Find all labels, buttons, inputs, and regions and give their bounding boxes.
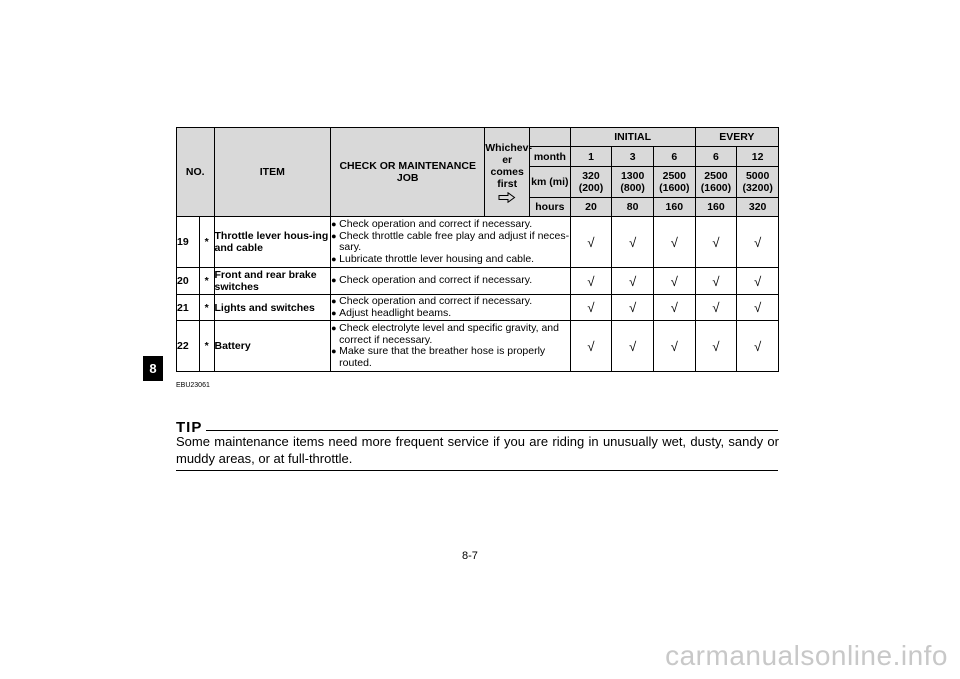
row-job [331, 321, 571, 372]
table-row [177, 321, 779, 372]
tip-rule-bottom [176, 470, 778, 471]
header-unit: hours [530, 198, 571, 217]
row-no: 19 [177, 217, 200, 268]
check-mark: √ [570, 217, 612, 268]
bullet-icon: ● [331, 307, 337, 318]
bullet-icon: ● [331, 296, 337, 306]
row-job [331, 295, 571, 321]
row-star: * [199, 295, 214, 321]
bullet-icon: ● [331, 219, 337, 229]
row-star: * [199, 217, 214, 268]
check-mark: √ [737, 217, 779, 268]
document-code: EBU23061 [176, 382, 210, 389]
check-mark: √ [695, 268, 737, 295]
check-mark: √ [737, 268, 779, 295]
check-mark: √ [612, 268, 654, 295]
tip-title: TIP [176, 419, 203, 436]
row-item: Front and rear brake switches [214, 268, 331, 295]
header-unit-blank [530, 128, 571, 147]
header-value: 12 [737, 147, 779, 167]
row-no: 20 [177, 268, 200, 295]
header-no: NO. [177, 128, 215, 217]
header-value: 3 [612, 147, 654, 167]
row-item: Battery [214, 321, 331, 372]
header-value: 1300 (800) [612, 167, 654, 198]
watermark: carmanualsonline.info [665, 640, 948, 671]
check-mark: √ [737, 295, 779, 321]
arrow-right-outline-icon [498, 192, 516, 203]
check-mark: √ [570, 295, 612, 321]
bullet-icon: ● [331, 230, 337, 241]
check-mark: √ [612, 295, 654, 321]
check-mark: √ [695, 295, 737, 321]
maintenance-table [176, 127, 779, 372]
header-value: 5000 (3200) [737, 167, 779, 198]
header-value: 6 [695, 147, 737, 167]
bullet-icon: ● [331, 323, 337, 333]
table-row [177, 268, 779, 295]
header-value: 320 (200) [570, 167, 612, 198]
header-initial: INITIAL [570, 128, 695, 147]
check-mark: √ [653, 217, 695, 268]
header-unit: month [530, 147, 571, 167]
check-mark: √ [653, 321, 695, 372]
row-job [331, 268, 571, 295]
row-star: * [199, 268, 214, 295]
header-value: 2500 (1600) [653, 167, 695, 198]
header-value: 2500 (1600) [695, 167, 737, 198]
header-value: 320 [737, 198, 779, 217]
row-star: * [199, 321, 214, 372]
header-value: 20 [570, 198, 612, 217]
header-value: 160 [695, 198, 737, 217]
header-value: 1 [570, 147, 612, 167]
row-item: Throttle lever hous-ing and cable [214, 217, 331, 268]
check-mark: √ [653, 268, 695, 295]
header-whichever-label: Whichev-er comes first [485, 141, 532, 190]
job-line: Adjust headlight beams. [339, 306, 452, 319]
header-job: CHECK OR MAINTENANCE JOB [331, 128, 485, 217]
job-line: Check throttle cable free play and adjust if neces-sary. [339, 229, 570, 253]
check-mark: √ [737, 321, 779, 372]
header-item: ITEM [214, 128, 331, 217]
row-no: 21 [177, 295, 200, 321]
check-mark: √ [653, 295, 695, 321]
check-mark: √ [695, 217, 737, 268]
job-line: Check electrolyte level and specific gravity, and correct if necessary. [339, 322, 559, 346]
check-mark: √ [612, 321, 654, 372]
job-line: Check operation and correct if necessary. [339, 274, 533, 287]
table-row [177, 217, 779, 268]
tip-text: Some maintenance items need more frequent service if you are riding in unusually wet, dusty, sandy or muddy areas, or at full-throttle. [176, 434, 779, 466]
page-number: 8-7 [462, 550, 478, 562]
check-mark: √ [612, 217, 654, 268]
row-item: Lights and switches [214, 295, 331, 321]
row-no: 22 [177, 321, 200, 372]
bullet-icon: ● [331, 346, 337, 356]
header-value: 160 [653, 198, 695, 217]
job-line: Check operation and correct if necessary. [339, 218, 533, 230]
bullet-icon: ● [331, 275, 337, 286]
check-mark: √ [570, 321, 612, 372]
check-mark: √ [695, 321, 737, 372]
header-value: 80 [612, 198, 654, 217]
check-mark: √ [570, 268, 612, 295]
header-whichever [485, 128, 530, 217]
job-line: Make sure that the breather hose is properly routed. [339, 345, 546, 369]
job-line: Lubricate throttle lever housing and cable. [339, 252, 535, 265]
table-row [177, 295, 779, 321]
chapter-tab: 8 [143, 356, 163, 381]
bullet-icon: ● [331, 253, 337, 264]
job-line: Check operation and correct if necessary. [339, 295, 533, 307]
row-job [331, 217, 571, 268]
header-value: 6 [653, 147, 695, 167]
tip-rule-top [206, 430, 778, 431]
header-unit: km (mi) [530, 167, 571, 198]
header-every: EVERY [695, 128, 778, 147]
